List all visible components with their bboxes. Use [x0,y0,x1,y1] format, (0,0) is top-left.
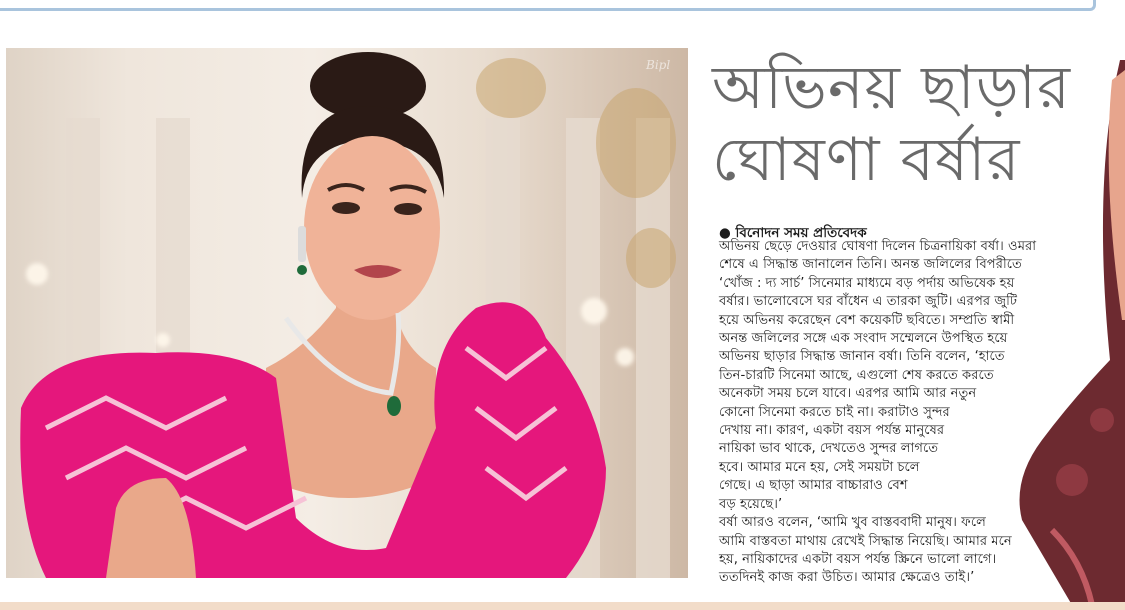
body-line: বর্ষা আরও বলেন, ‘আমি খুব বাস্তববাদী মানুষ। ফলে [719,515,986,531]
headline-line-2: ঘোষণা বর্ষার [712,125,1021,195]
body-line: ‘খোঁজ : দ্য সার্চ’ সিনেমার মাধ্যমে বড় পর্দায় অভিষেক হয় [719,275,1015,291]
body-line: কোনো সিনেমা করতে চাই না। করাটাও সুন্দর [719,404,950,420]
body-line: হয়ে অভিনয় করেছেন বেশ কয়েকটি ছবিতে। সম্প্রতি স্বামী [719,312,1015,328]
article-photo [6,48,688,578]
body-line: আমি বাস্তবতা মাথায় রেখেই সিদ্ধান্ত নিয়েছি। আমার মনে [719,533,1012,549]
body-line: হবে। আমার মনে হয়, সেই সময়টা চলে [719,459,920,475]
body-line: বড় হয়েছে।’ [719,496,783,512]
adjacent-photo-fragment [1012,60,1125,605]
body-line: অনন্ত জলিলের সঙ্গে এক সংবাদ সম্মেলনে উপস্থিত হয়ে [719,331,1008,347]
photo-watermark: Bipl [646,58,671,72]
body-line: হয়, নায়িকাদের একটা বয়স পর্যন্ত স্ক্রিনে ভালো লাগে। [719,551,997,567]
body-line: ততদিনই কাজ করা উচিত। আমার ক্ষেত্রেও তাই।’ [719,570,975,586]
body-line: তিন-চারটি সিনেমা আছে, এগুলো শেষ করতে করতে [719,367,994,383]
bottom-border-band [0,602,1125,610]
body-line: শেষে এ সিদ্ধান্ত জানালেন তিনি। অনন্ত জলিলের বিপরীতে [719,257,1022,273]
body-line: অনেকটা সময় চলে যাবে। এরপর আমি আর নতুন [719,386,977,402]
body-line: নায়িকা ভাব থাকে, দেখতেও সুন্দর লাগতে [719,441,939,457]
top-border-rule [0,0,1096,11]
headline-line-1: অভিনয় ছাড়ার [712,53,1072,123]
body-line: বর্ষার। ভালোবেসে ঘর বাঁধেন এ তারকা জুটি। এরপর জুটি [719,294,1018,310]
article-body [719,238,1036,588]
body-line: অভিনয় ছেড়ে দেওয়ার ঘোষণা দিলেন চিত্রনায়িকা বর্ষা। ওমরা [719,239,1037,254]
body-line: দেখায় না। কারণ, একটা বয়স পর্যন্ত মানুষের [719,423,945,439]
body-line: অভিনয় ছাড়ার সিদ্ধান্ত জানান বর্ষা। তিনি বলেন, ‘হাতে [719,349,1005,365]
woman-figure [6,48,688,578]
article-byline: ● বিনোদন সময় প্রতিবেদক [719,225,867,241]
body-line: গেছে। এ ছাড়া আমার বাচ্চারাও বেশ [719,478,908,494]
